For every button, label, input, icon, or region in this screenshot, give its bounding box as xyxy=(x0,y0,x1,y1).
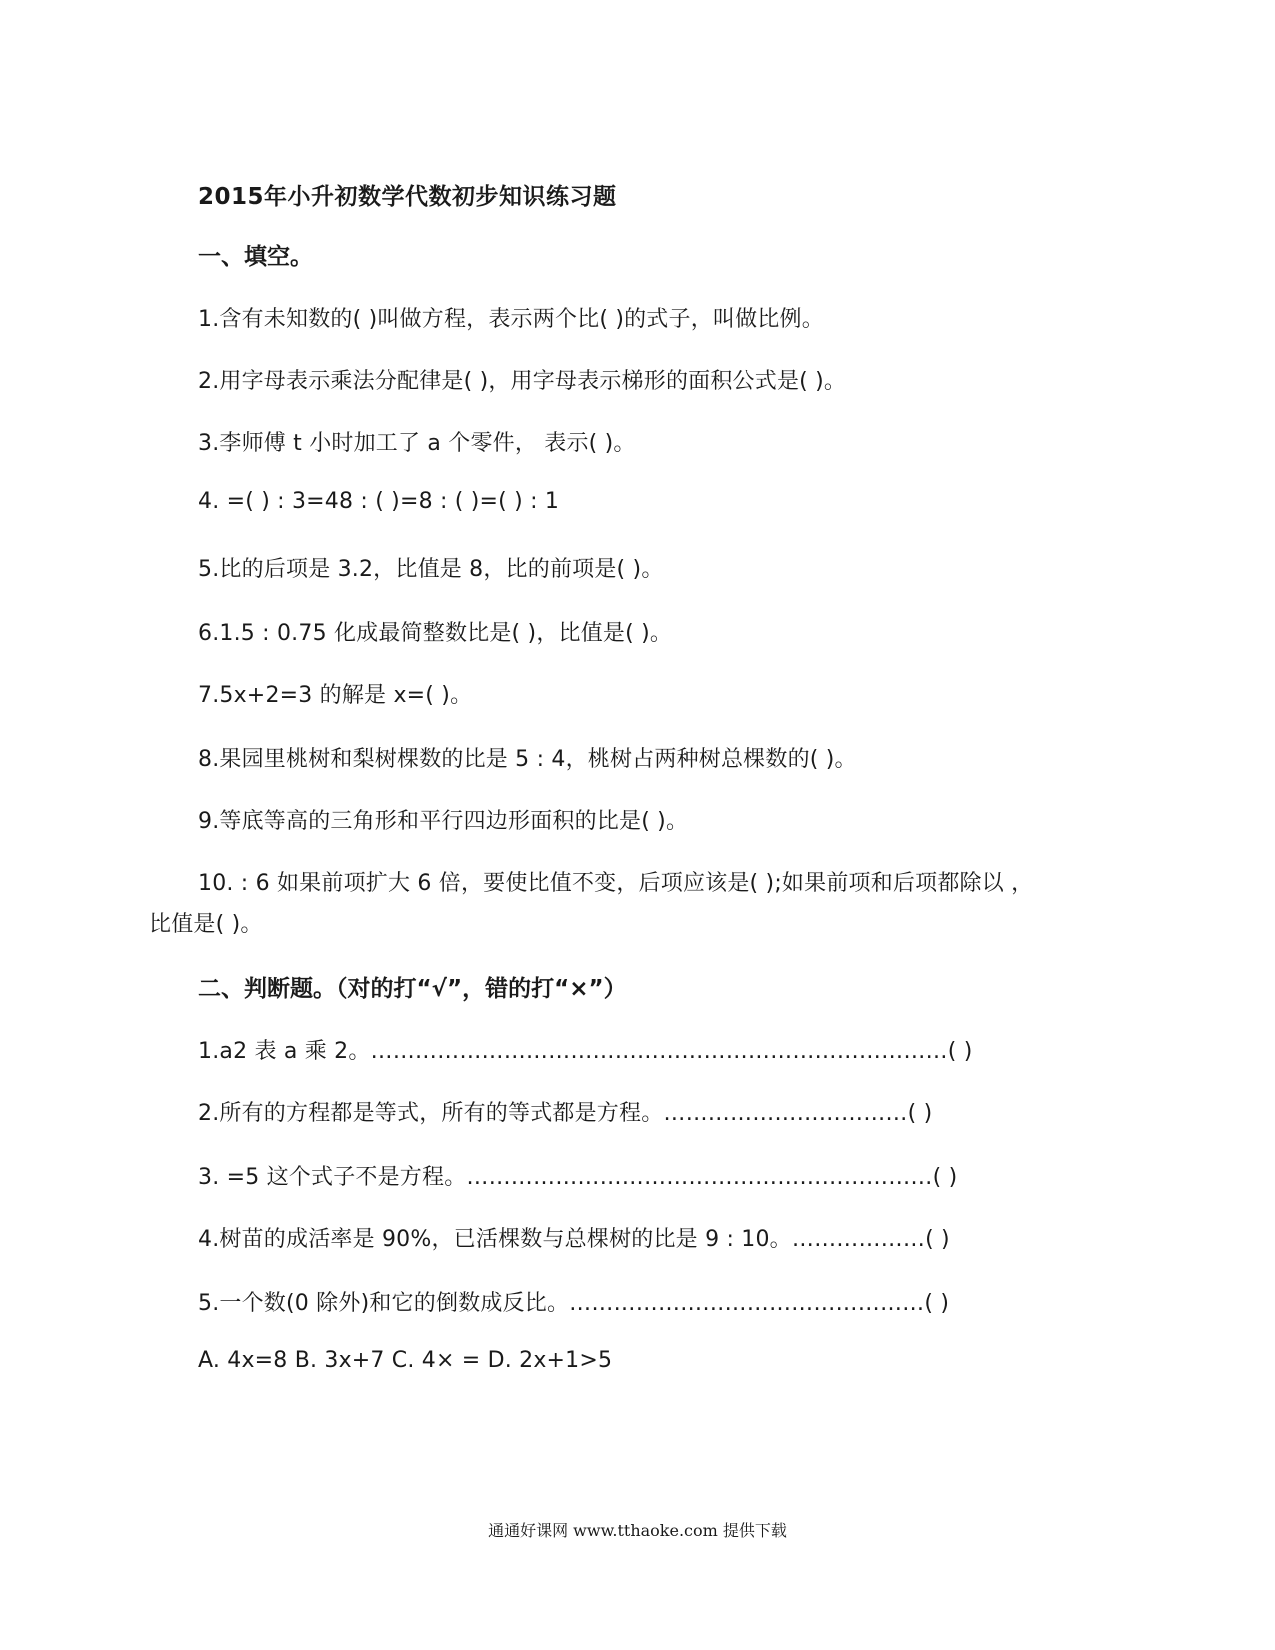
fill-in-item-1: 1.含有未知数的( )叫做方程，表示两个比( )的式子，叫做比例。 xyxy=(198,307,824,332)
judge-item-3: 3. =5 这个式子不是方程。………………………………………………………( ) xyxy=(198,1165,958,1190)
fill-in-item-8: 8.果园里桃树和梨树棵数的比是 5 : 4，桃树占两种树总棵数的( )。 xyxy=(198,747,857,772)
judge-item-2: 2.所有的方程都是等式，所有的等式都是方程。……………………………( ) xyxy=(198,1101,933,1126)
section-heading-true-false: 二、判断题。（对的打“√”，错的打“×”） xyxy=(198,976,627,1002)
fill-in-item-7: 7.5x+2=3 的解是 x=( )。 xyxy=(198,683,473,708)
fill-in-item-10-continuation: 比值是( )。 xyxy=(149,912,263,937)
judge-item-1: 1.a2 表 a 乘 2。……………………………………………………………………( ) xyxy=(198,1039,973,1064)
judge-item-4: 4.树苗的成活率是 90%，已活棵数与总棵树的比是 9 : 10。………………( ) xyxy=(198,1227,950,1252)
page-footer: 通通好课网 www.tthaoke.com 提供下载 xyxy=(488,1521,787,1540)
fill-in-item-3: 3.李师傅 t 小时加工了 a 个零件， 表示( )。 xyxy=(198,431,636,456)
fill-in-item-9: 9.等底等高的三角形和平行四边形面积的比是( )。 xyxy=(198,809,689,834)
answer-options: A. 4x=8 B. 3x+7 C. 4× = D. 2x+1>5 xyxy=(198,1348,613,1373)
fill-in-item-10: 10. : 6 如果前项扩大 6 倍，要使比值不变，后项应该是( );如果前项和后项都除以 ， xyxy=(198,871,1034,896)
section-heading-fill-in: 一、填空。 xyxy=(198,244,313,270)
fill-in-item-6: 6.1.5 : 0.75 化成最简整数比是( )，比值是( )。 xyxy=(198,621,673,646)
judge-item-5: 5.一个数(0 除外)和它的倒数成反比。…………………………………………( ) xyxy=(198,1291,950,1316)
page-title: 2015年小升初数学代数初步知识练习题 xyxy=(198,184,617,210)
fill-in-item-4: 4. =( ) : 3=48 : ( )=8 : ( )=( ) : 1 xyxy=(198,489,560,514)
fill-in-item-5: 5.比的后项是 3.2，比值是 8，比的前项是( )。 xyxy=(198,557,664,582)
fill-in-item-2: 2.用字母表示乘法分配律是( )，用字母表示梯形的面积公式是( )。 xyxy=(198,369,847,394)
